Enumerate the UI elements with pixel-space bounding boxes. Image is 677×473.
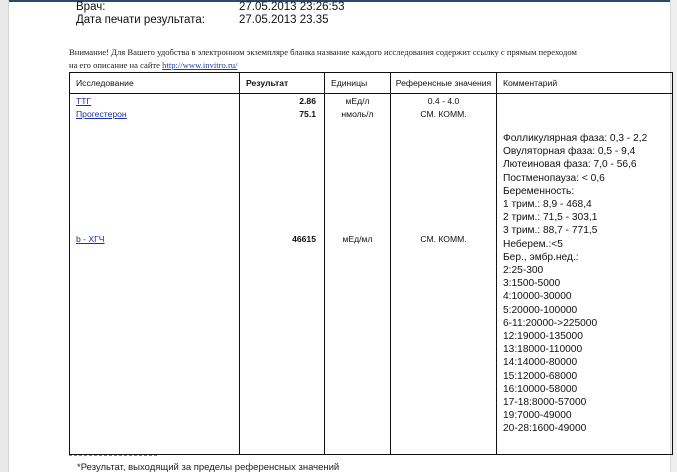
result-hcg: 46615 <box>292 234 316 244</box>
header-units: Единицы <box>325 73 391 94</box>
result-progesterone: 75.1 <box>299 109 316 119</box>
table-header-row <box>70 73 673 94</box>
header-reference: Референсные значения <box>391 73 497 94</box>
test-link-progesterone[interactable]: Прогестерон <box>76 109 127 119</box>
comment-text <box>503 132 647 436</box>
test-link-ttg[interactable]: ТТГ <box>76 96 92 106</box>
comment-line: 17-18:8000-57000 <box>503 397 587 409</box>
test-column <box>70 94 240 455</box>
result-ttg: 2.86 <box>299 96 316 106</box>
comment-line: 16:10000-58000 <box>503 383 578 395</box>
units-ttg: мЕд/л <box>345 96 370 106</box>
test-link-hcg[interactable]: b - ХГЧ <box>76 234 105 244</box>
comment-line: Постменопауза: < 0,6 <box>503 172 605 184</box>
comment-line: 14:14000-80000 <box>503 357 578 369</box>
comment-line: Неберем.:<5 <box>503 238 563 250</box>
comment-line: 3:1500-5000 <box>503 278 561 290</box>
units-column <box>325 94 391 455</box>
reference-ttg: 0.4 - 4.0 <box>427 96 460 106</box>
header-comment: Комментарий <box>497 73 673 94</box>
reference-hcg: СМ. КОММ. <box>420 234 467 244</box>
comment-line: 4:10000-30000 <box>503 291 572 303</box>
doctor-value: 27.05.2013 23:26:53 <box>239 1 345 13</box>
comment-line: 1 трим.: 8,9 - 468,4 <box>503 199 592 211</box>
comment-line: 5:20000-100000 <box>503 304 578 316</box>
units-progesterone: нмоль/л <box>341 109 374 119</box>
reference-progesterone: СМ. КОММ. <box>420 109 467 119</box>
results-table <box>69 72 673 455</box>
comment-column <box>497 94 673 455</box>
footnote: *Результат, выходящий за пределы референсных значений <box>77 462 340 473</box>
comment-line: Бер., эмбр.нед.: <box>503 251 579 263</box>
reference-column <box>391 94 497 455</box>
comment-line: Овуляторная фаза: 0,5 - 9,4 <box>503 146 636 158</box>
comment-line: Фолликулярная фаза: 0,3 - 2,2 <box>503 133 648 144</box>
header-test: Исследование <box>70 73 240 94</box>
comment-line: 12:19000-135000 <box>503 331 583 343</box>
notice <box>69 46 629 72</box>
comment-line: 19:7000-49000 <box>503 410 572 422</box>
table-body-row <box>70 94 673 455</box>
units-hcg: мЕд/мл <box>342 234 373 244</box>
left-margin-strip <box>0 0 9 472</box>
print-date-value: 27.05.2013 23.35 <box>239 14 329 26</box>
comment-line: 6-11:20000->225000 <box>503 317 598 329</box>
comment-line: 2 трим.: 71,5 - 303,1 <box>503 212 598 224</box>
notice-line-1: Внимание! Для Вашего удобства в электронном экземпляре бланка название каждого исследования содержит ссылку с прямым переходом <box>69 47 577 57</box>
notice-line-2 <box>69 59 629 72</box>
comment-line: 20-28:1600-49000 <box>503 423 587 435</box>
comment-line: Лютеиновая фаза: 7,0 - 56,6 <box>503 159 637 171</box>
header-result: Результат <box>240 73 325 94</box>
notice-line-2-text: на его описание на сайте <box>69 60 163 70</box>
comment-line: 15:12000-68000 <box>503 370 578 382</box>
comment-line: Беременность: <box>503 185 575 197</box>
doctor-label: Врач: <box>76 1 106 13</box>
comment-line: 3 трим.: 88,7 - 771,5 <box>503 225 598 237</box>
invitro-link[interactable]: http://www.invitro.ru/ <box>162 60 238 70</box>
comment-line: 13:18000-110000 <box>503 344 583 356</box>
comment-line: 2:25-300 <box>503 265 544 277</box>
print-date-label: Дата печати результата: <box>76 14 205 26</box>
result-column <box>240 94 325 455</box>
dashed-divider <box>69 455 157 456</box>
